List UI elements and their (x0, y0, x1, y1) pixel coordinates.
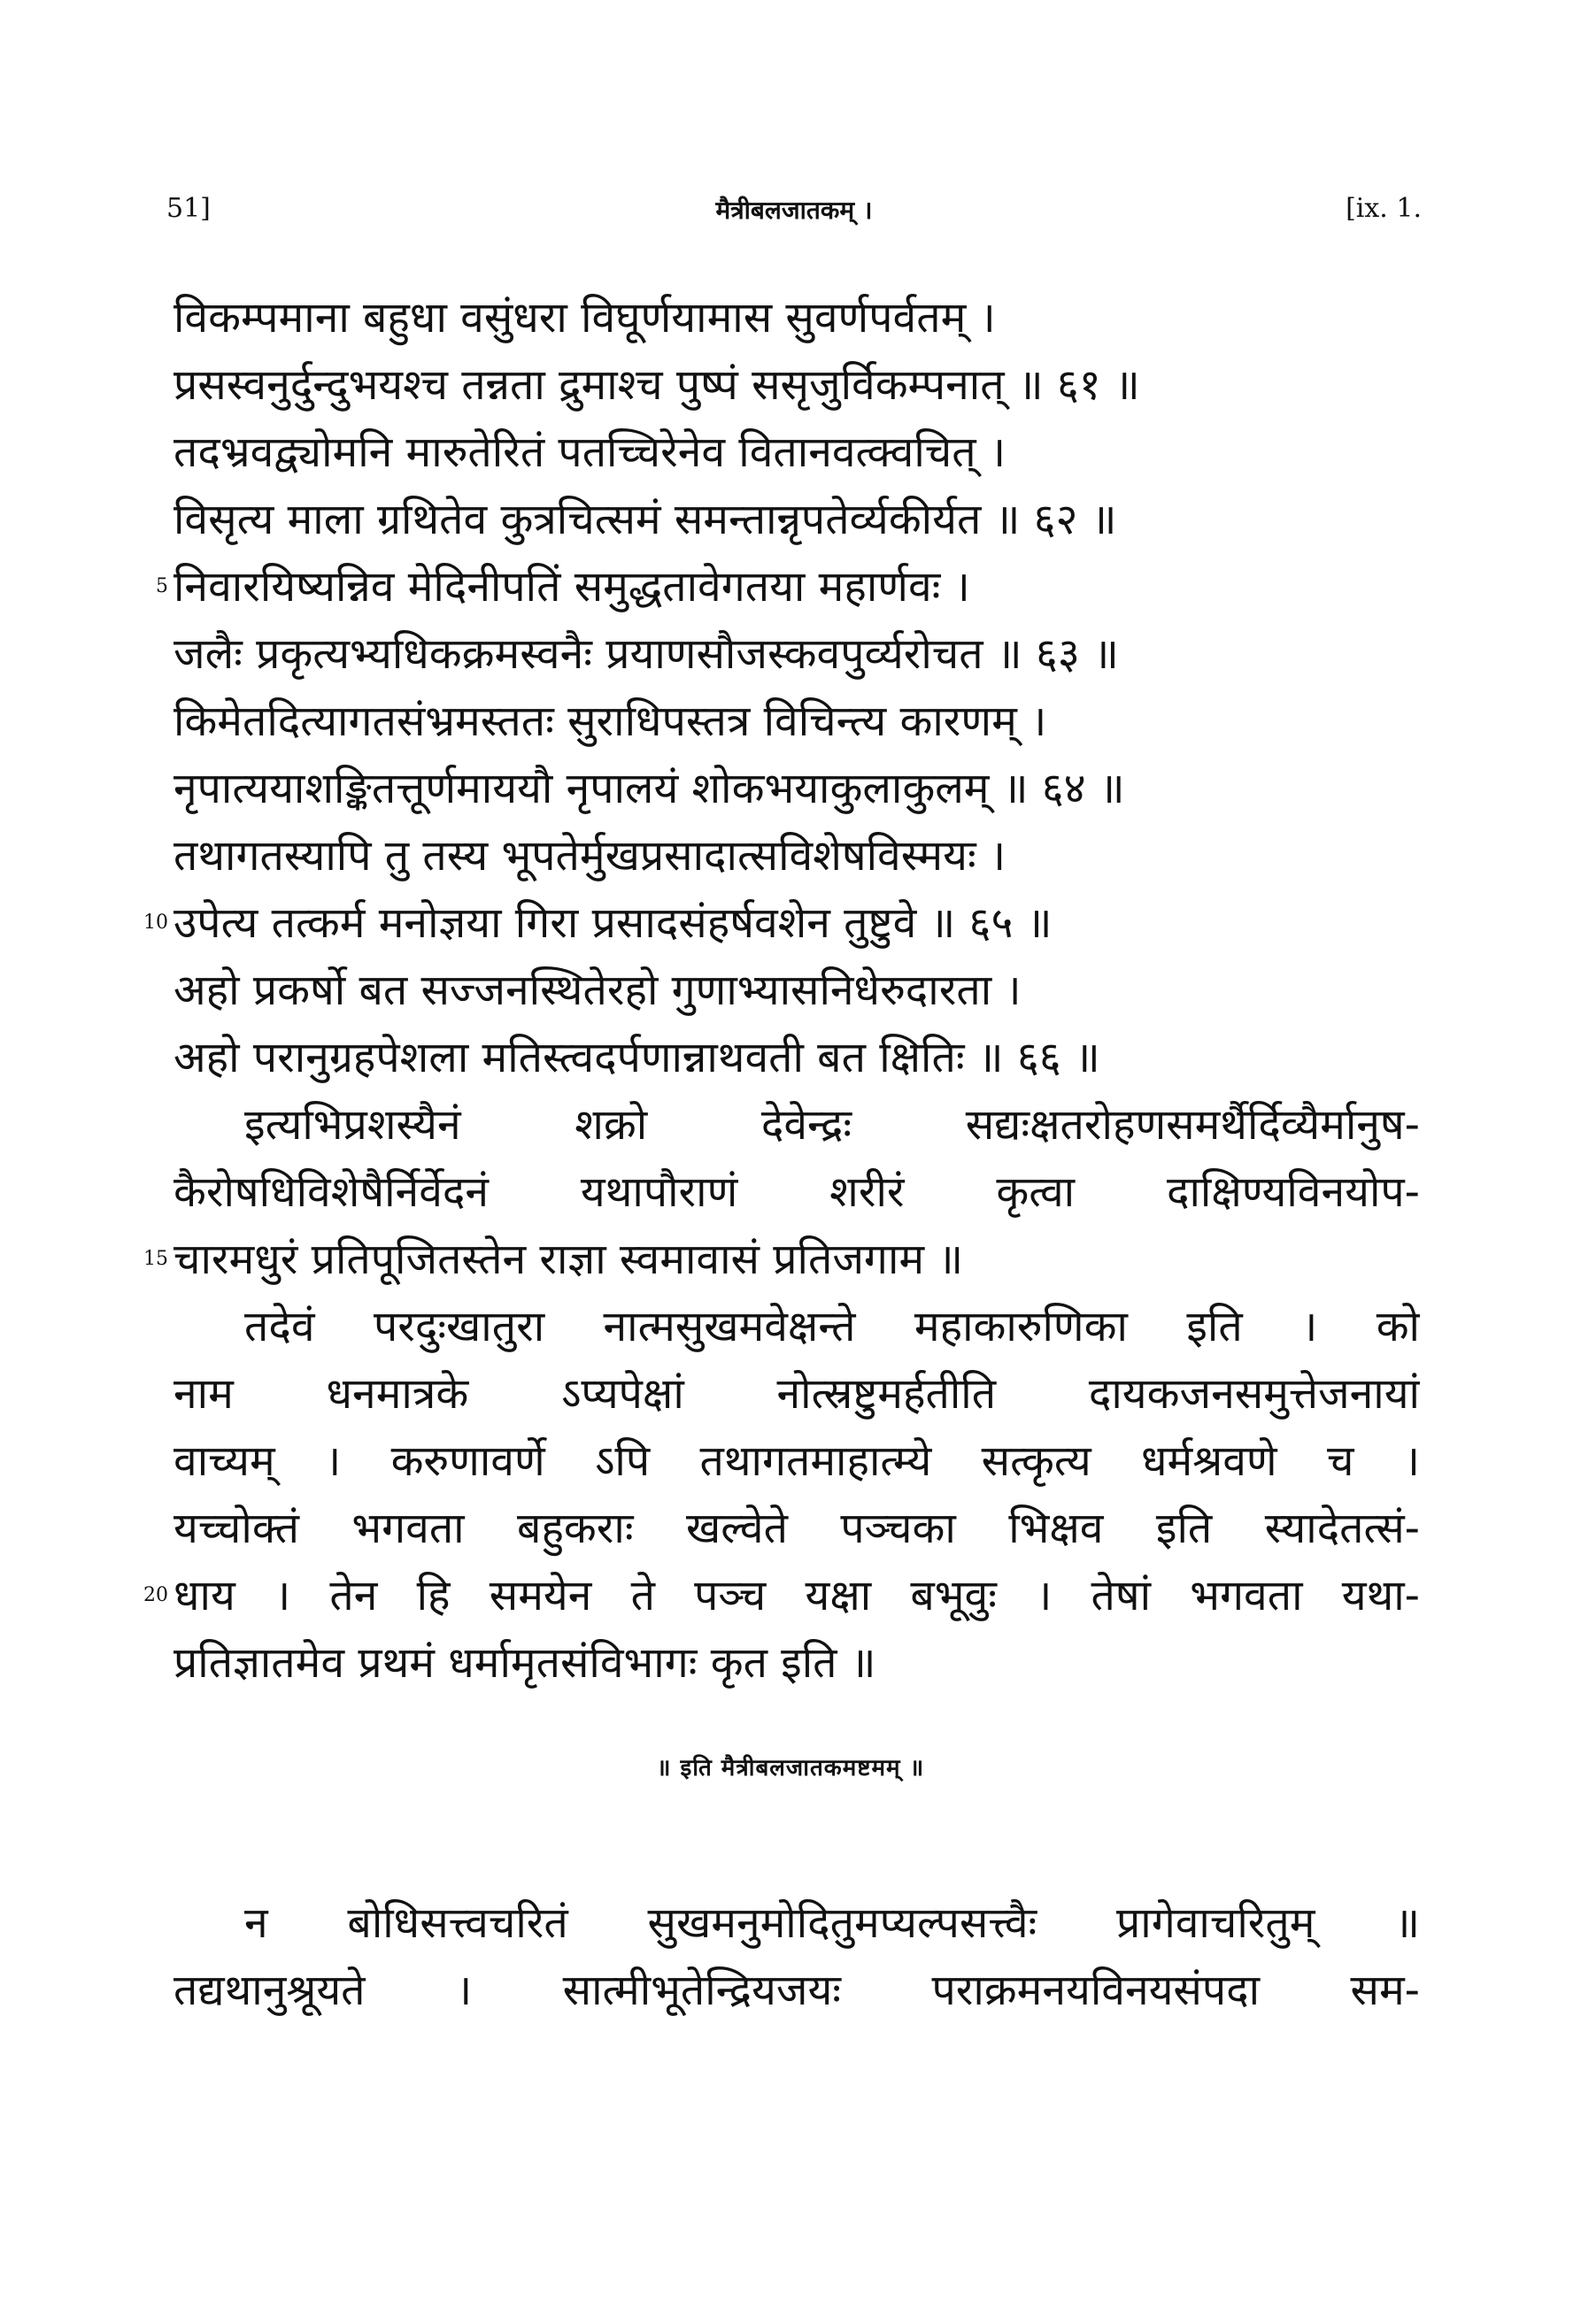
text-line: किमेतदित्यागतसंभ्रमस्ततः सुराधिपस्तत्र विचिन्त्य कारणम् । (174, 696, 1047, 746)
text-line: इत्यभिप्रशस्यैनं शक्रो देवेन्द्रः सद्यःक्षतरोहणसमर्थैर्दिव्यैर्मानुष- (244, 1100, 1420, 1150)
text-line: अहो प्रकर्षो बत सज्जनस्थितेरहो गुणाभ्यासनिधेरुदारता । (174, 966, 1022, 1015)
text-line: न बोधिसत्त्वचरितं सुखमनुमोदितुमप्यल्पसत्त्वैः प्रागेवाचरितुम् ॥ (244, 1898, 1420, 1948)
text-line: नाम धनमात्रके ऽप्यपेक्षां नोत्स्रष्टुमर्हतीति दायकजनसमुत्तेजनायां (174, 1369, 1420, 1419)
text-line: तद्यथानुश्रूयते । सात्मीभूतेन्द्रियजयः पराक्रमनयविनयसंपदा सम- (174, 1966, 1420, 2015)
section-reference: [ix. 1. (1346, 193, 1422, 224)
line-number: 5 (156, 575, 168, 597)
text-line: अहो परानुग्रहपेशला मतिस्त्वदर्पणान्नाथवती बत क्षितिः ॥ ६६ ॥ (174, 1033, 1100, 1082)
line-number: 15 (143, 1248, 168, 1270)
text-line: तदेवं परदुःखातुरा नात्मसुखमवेक्षन्ते महाकारुणिका इति । को (244, 1302, 1420, 1351)
chapter-colophon: ॥ इति मैत्रीबलजातकमष्टमम् ॥ (656, 1755, 925, 1781)
text-line: प्रसस्वनुर्दुन्दुभयश्च तन्नता द्रुमाश्च पुष्पं ससृजुर्विकम्पनात् ॥ ६१ ॥ (174, 360, 1140, 410)
text-line: यच्चोक्तं भगवता बहुकराः खल्वेते पञ्चका भिक्षव इति स्यादेतत्सं- (174, 1504, 1420, 1553)
text-line: कैरोषधिविशेषैर्निर्वेदनं यथापौराणं शरीरं कृत्वा दाक्षिण्यविनयोप- (174, 1167, 1420, 1217)
text-line: चारमधुरं प्रतिपूजितस्तेन राज्ञा स्वमावासं प्रतिजगाम ॥ (174, 1235, 964, 1284)
text-line: धाय । तेन हि समयेन ते पञ्च यक्षा बभूवुः । तेषां भगवता यथा- (174, 1571, 1420, 1620)
text-line: विकम्पमाना बहुधा वसुंधरा विघूर्णयामास सुवर्णपर्वतम् । (174, 293, 996, 342)
line-number: 10 (143, 912, 168, 934)
text-line: विसृत्य माला ग्रथितेव कुत्रचित्समं समन्तान्नृपतेर्व्यकीर्यत ॥ ६२ ॥ (174, 495, 1117, 544)
line-number: 20 (143, 1584, 168, 1606)
text-line: नृपात्ययाशङ्कितत्तूर्णमाययौ नृपालयं शोकभयाकुलाकुलम् ॥ ६४ ॥ (174, 764, 1125, 813)
text-line: प्रतिज्ञातमेव प्रथमं धर्मामृतसंविभागः कृत इति ॥ (174, 1638, 876, 1688)
page-number: 51] (166, 193, 211, 224)
running-header (166, 193, 1422, 237)
text-line: तदभ्रवद्व्योमनि मारुतेरितं पतच्चिरेनेव वितानवत्क्वचित् । (174, 427, 1006, 477)
text-line: वाच्यम् । करुणावर्णे ऽपि तथागतमाहात्म्ये सत्कृत्य धर्मश्रवणे च । (174, 1436, 1420, 1486)
text-line: निवारयिष्यन्निव मेदिनीपतिं समुद्धतावेगतया महार्णवः । (174, 562, 970, 612)
text-line: उपेत्य तत्कर्म मनोज्ञया गिरा प्रसादसंहर्षवशेन तुष्टुवे ॥ ६५ ॥ (174, 898, 1053, 948)
running-title: मैत्रीबलजातकम् । (715, 196, 873, 225)
text-line: तथागतस्यापि तु तस्य भूपतेर्मुखप्रसादात्सविशेषविस्मयः । (174, 831, 1006, 881)
text-line: जलैः प्रकृत्यभ्यधिकक्रमस्वनैः प्रयाणसौजस्कवपुर्व्यरोचत ॥ ६३ ॥ (174, 629, 1119, 679)
